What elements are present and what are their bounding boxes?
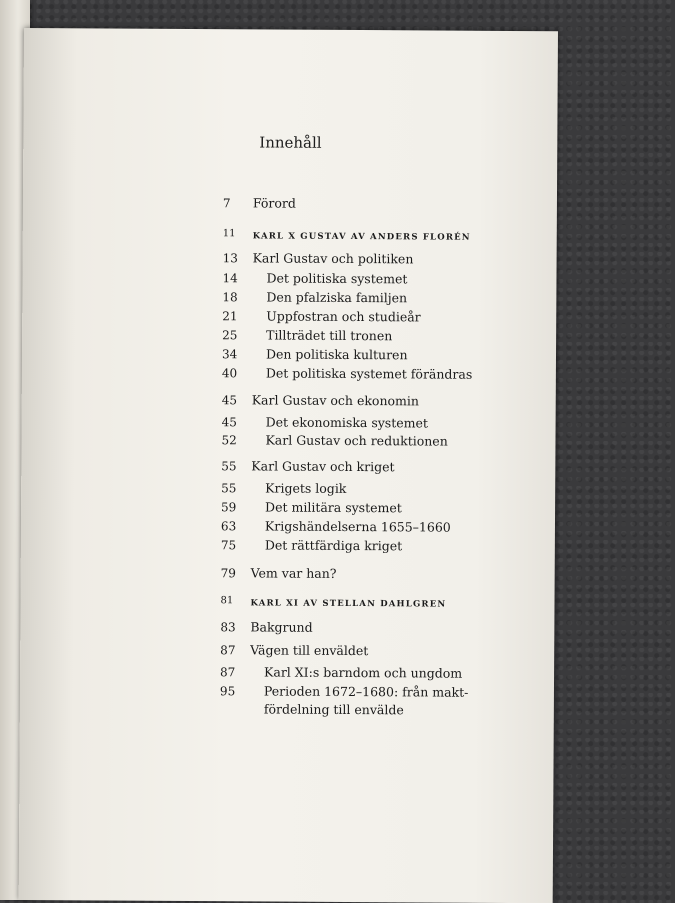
toc-entry-title: Det politiska systemet [266, 270, 407, 287]
toc-subentry [220, 683, 540, 685]
toc-entry-title: Det militära systemet [265, 499, 402, 516]
toc-subentry [222, 289, 542, 291]
toc-page-number: 18 [222, 289, 250, 305]
toc-subentry [222, 308, 542, 310]
toc-entry-title: Den politiska kulturen [266, 346, 408, 363]
toc-entry-title: Karl Gustav och ekonomin [252, 392, 419, 409]
toc-entry-title: Den pfalziska familjen [266, 289, 407, 306]
toc-subentry [221, 499, 541, 501]
toc-page-number: 25 [222, 327, 250, 343]
toc-entry [223, 195, 543, 197]
toc-entry-title: KARL X GUSTAV AV ANDERS FLORÉN [253, 228, 471, 245]
toc-entry-title: Det politiska systemet förändras [266, 365, 473, 382]
toc-page-number: 81 [220, 593, 248, 609]
toc-subentry [222, 365, 542, 367]
toc-entry-title: Förord [253, 195, 296, 211]
toc-entry-title: fördelning till envälde [264, 701, 404, 718]
toc-entry [221, 458, 541, 460]
toc-entry [221, 565, 541, 567]
toc-subentry [222, 327, 542, 329]
toc-page-number: 45 [222, 392, 250, 408]
toc-entry-title: Uppfostran och studieår [266, 308, 421, 325]
toc-page-number: 55 [221, 480, 249, 496]
toc-entry-title: Krigshändelserna 1655–1660 [265, 518, 451, 535]
toc-entry-title: KARL XI AV STELLAN DAHLGREN [250, 595, 446, 612]
toc-page-number: 14 [222, 270, 250, 286]
toc-entry-title: Krigets logik [265, 480, 346, 496]
toc-page-number: 21 [222, 308, 250, 324]
toc-page-number: 87 [220, 642, 248, 658]
toc-entry-title: Bakgrund [250, 619, 312, 635]
toc-page-number: 45 [222, 414, 250, 430]
toc-page-number: 11 [223, 226, 251, 242]
toc-page-number: 95 [220, 683, 248, 699]
toc-entry-title: Det rättfärdiga kriget [265, 537, 402, 554]
toc-section-heading [223, 226, 543, 228]
toc-subentry [222, 346, 542, 348]
toc-section-heading [221, 593, 541, 595]
toc-page-number: 52 [221, 432, 249, 448]
toc-entry-title: Karl Gustav och reduktionen [265, 432, 447, 449]
toc-entry [223, 250, 543, 252]
toc-entry-title: Vägen till enväldet [250, 642, 368, 659]
toc-subentry [221, 518, 541, 520]
toc-page-number: 7 [223, 195, 251, 211]
toc-subentry-continuation [220, 701, 540, 703]
toc-subentry [220, 664, 540, 666]
toc-page-number: 83 [220, 619, 248, 635]
toc-entry [220, 619, 540, 621]
toc-page-number: 13 [223, 250, 251, 266]
page-title: Innehåll [259, 133, 321, 151]
toc-entry [222, 392, 542, 394]
toc-subentry [222, 432, 542, 434]
toc-entry [220, 642, 540, 644]
toc-page-number: 55 [221, 458, 249, 474]
toc-subentry [222, 414, 542, 416]
toc-page-number: 63 [221, 518, 249, 534]
toc-page-number: 34 [222, 346, 250, 362]
toc-entry-title: Perioden 1672–1680: från makt- [264, 683, 469, 700]
toc-subentry [221, 480, 541, 482]
toc-page-number: 40 [222, 365, 250, 381]
toc-entry-title: Karl XI:s barndom och ungdom [264, 664, 462, 681]
toc-entry-title: Det ekonomiska systemet [266, 414, 428, 431]
book-page [19, 28, 558, 903]
toc-subentry [221, 537, 541, 539]
table-of-contents [223, 195, 543, 197]
toc-page-number: 87 [220, 664, 248, 680]
toc-page-number: 59 [221, 499, 249, 515]
toc-entry-title: Karl Gustav och kriget [251, 458, 394, 475]
toc-entry-title: Vem var han? [251, 565, 337, 582]
toc-page-number: 75 [221, 537, 249, 553]
toc-subentry [223, 270, 543, 272]
toc-page-number: 79 [221, 565, 249, 581]
toc-entry-title: Karl Gustav och politiken [253, 250, 414, 267]
toc-entry-title: Tillträdet till tronen [266, 327, 392, 344]
